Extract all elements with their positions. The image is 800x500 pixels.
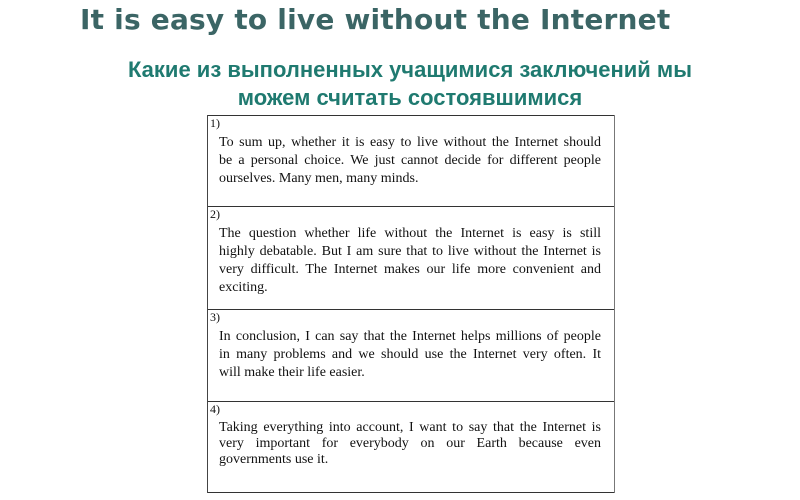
- answer-text-line: will make their life easier.: [219, 365, 365, 380]
- answer-text: [219, 225, 601, 297]
- answer-text-line: very important for everybody on our Earth because even: [219, 436, 601, 451]
- answer-text-line: governments use it.: [219, 452, 329, 467]
- answer-number: 2): [210, 207, 220, 221]
- answer-number: 3): [210, 310, 220, 324]
- slide-subtitle: [60, 56, 760, 112]
- subtitle-line: можем считать состоявшимися: [237, 85, 583, 110]
- slide-title: It is easy to live without the Internet: [80, 3, 671, 36]
- answer-row-3: [208, 309, 614, 401]
- subtitle-line: Какие из выполненных учащимися заключений мы: [127, 57, 692, 82]
- answer-text-line: ourselves. Many men, many minds.: [219, 171, 419, 186]
- answer-number: 4): [210, 402, 220, 416]
- answer-number: 1): [210, 116, 220, 130]
- answer-text-line: exciting.: [219, 280, 268, 295]
- answer-row-1: [208, 115, 614, 206]
- answer-text-line: Taking everything into account, I want to say that the Internet is: [219, 420, 601, 435]
- answer-text-line: highly debatable. But I am sure that to live without the Internet is: [219, 244, 601, 259]
- answer-text: [219, 134, 601, 188]
- answer-row-2: [208, 206, 614, 309]
- answer-text-line: In conclusion, I can say that the Internet helps millions of people: [219, 329, 601, 344]
- answer-row-4: [208, 401, 614, 493]
- answer-text: [219, 420, 601, 468]
- answer-text-line: The question whether life without the Internet is easy is still: [219, 226, 601, 241]
- answers-table: [207, 115, 615, 493]
- answer-text-line: be a personal choice. We just cannot decide for different people: [219, 153, 601, 168]
- answer-text-line: very difficult. The Internet makes our life more convenient and: [219, 262, 601, 277]
- answer-text-line: in many problems and we should use the Internet very often. It: [219, 347, 601, 362]
- answer-text: [219, 328, 601, 382]
- answer-text-line: To sum up, whether it is easy to live without the Internet should: [219, 135, 601, 150]
